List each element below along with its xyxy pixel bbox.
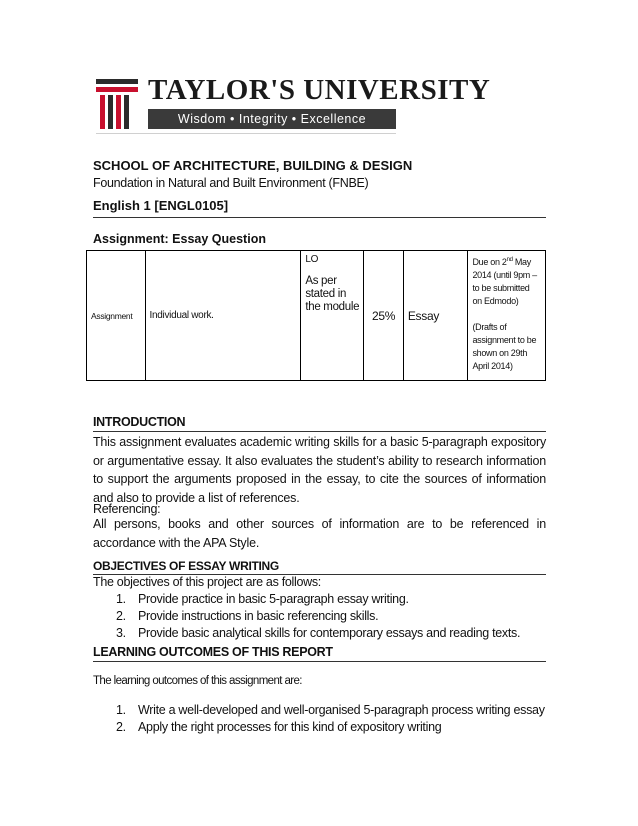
- university-tagline: Wisdom • Integrity • Excellence: [148, 109, 396, 129]
- intro-heading: INTRODUCTION: [93, 415, 186, 429]
- list-item: [116, 592, 409, 606]
- assignment-type-cell: Assignment: [87, 251, 146, 381]
- list-text: Provide instructions in basic referencing skills.: [138, 609, 379, 623]
- list-item: [116, 609, 378, 623]
- lo-cell: [301, 251, 364, 381]
- list-number: 2.: [116, 609, 126, 623]
- foundation-title: Foundation in Natural and Built Environment (FNBE): [93, 176, 369, 190]
- due-cell: [468, 251, 546, 381]
- assignment-table: [86, 250, 546, 381]
- intro-divider: [93, 431, 546, 432]
- list-number: 2.: [116, 720, 126, 734]
- outcomes-heading: LEARNING OUTCOMES OF THIS REPORT: [93, 645, 333, 659]
- referencing-body: All persons, books and other sources of information are to be referenced in accordance with the APA Style.: [93, 517, 546, 550]
- course-title: English 1 [ENGL0105]: [93, 198, 229, 213]
- list-item: [116, 703, 545, 717]
- due-text-a: Due on 2: [472, 257, 507, 267]
- list-text: Write a well-developed and well-organised 5-paragraph process writing essay: [138, 703, 545, 717]
- weight-cell: 25%: [364, 251, 404, 381]
- list-text: Provide basic analytical skills for contemporary essays and reading texts.: [138, 626, 521, 640]
- assignment-title: Assignment: Essay Question: [93, 232, 266, 246]
- drafts-text: (Drafts of assignment to be shown on 29th April 2014): [472, 322, 537, 371]
- objectives-heading: OBJECTIVES OF ESSAY WRITING: [93, 559, 279, 573]
- table-row: [87, 251, 546, 381]
- list-number: 3.: [116, 626, 126, 640]
- lo-text: As per stated in the module: [305, 275, 360, 313]
- list-text: Provide practice in basic 5-paragraph essay writing.: [138, 592, 409, 606]
- referencing-label: Referencing:: [93, 502, 161, 516]
- taylors-university-logo-icon: [96, 79, 138, 129]
- list-number: 1.: [116, 592, 126, 606]
- outcomes-divider: [93, 661, 546, 662]
- due-text-b: May 2014 (until 9pm – to be submitted on Edmodo): [472, 257, 537, 306]
- outcomes-lead: The learning outcomes of this assignment are:: [93, 675, 302, 687]
- due-text-sup: nd: [506, 257, 513, 263]
- lo-label: LO: [305, 254, 319, 265]
- intro-body: This assignment evaluates academic writing skills for a basic 5-paragraph expository or argumentative essay. It also evaluates the student’s ability to research information to support the arguments proposed in the essay, to cite the sources of information and also to provide a list of references.: [93, 435, 546, 505]
- due-date-text: [472, 254, 541, 308]
- list-text: Apply the right processes for this kind of expository writing: [138, 720, 442, 734]
- work-type-cell: Individual work.: [145, 251, 301, 381]
- objectives-lead: The objectives of this project are as follows:: [93, 575, 321, 589]
- university-name: TAYLOR'S UNIVERSITY: [148, 74, 491, 106]
- format-cell: Essay: [403, 251, 468, 381]
- course-divider: [93, 217, 546, 218]
- list-item: [116, 720, 441, 734]
- logo-divider: [96, 133, 396, 134]
- list-item: [116, 626, 520, 640]
- list-number: 1.: [116, 703, 126, 717]
- school-title: SCHOOL OF ARCHITECTURE, BUILDING & DESIGN: [93, 158, 413, 173]
